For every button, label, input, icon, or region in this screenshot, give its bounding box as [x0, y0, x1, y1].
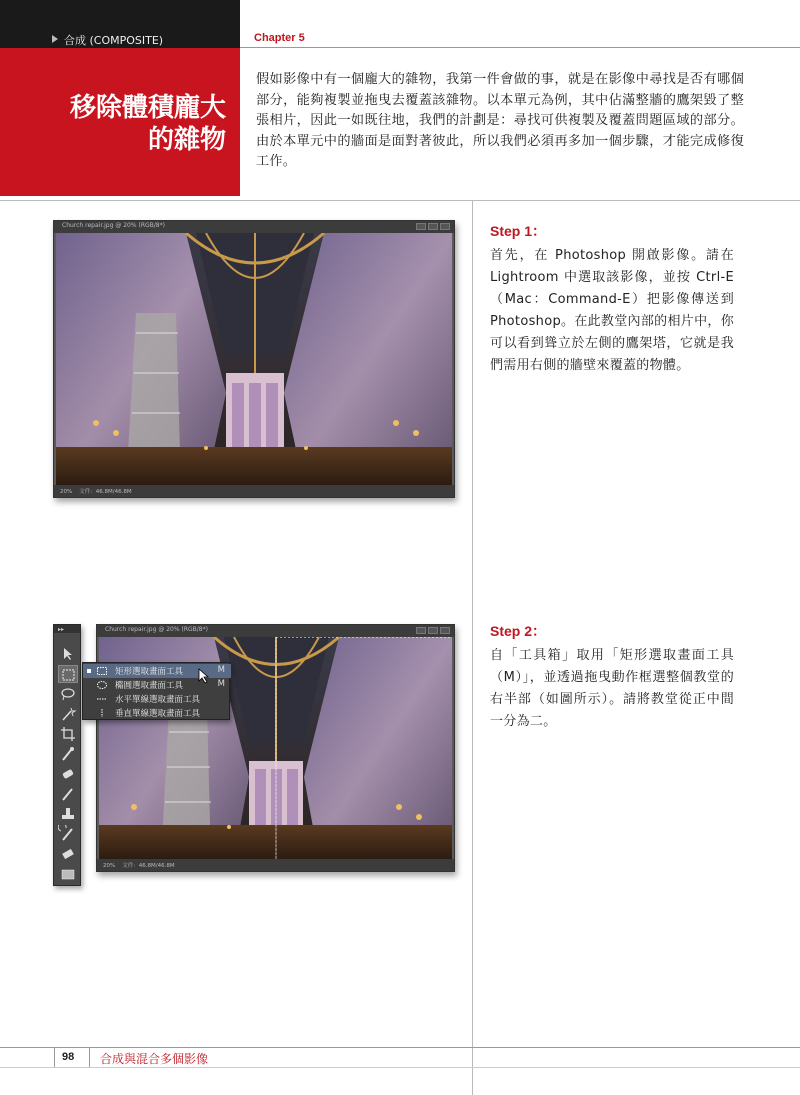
tools-panel-header — [54, 625, 80, 633]
magic-wand-icon[interactable] — [58, 705, 78, 723]
flyout-shortcut: M — [217, 679, 225, 689]
vertical-divider — [472, 200, 473, 1095]
lasso-tool-icon[interactable] — [58, 685, 78, 703]
close-icon — [440, 223, 450, 230]
doc-size: 文件：46.8M/46.8M — [122, 863, 175, 869]
tools-panel — [53, 624, 81, 886]
step2-title: Step 2： — [490, 623, 547, 639]
cathedral-image — [56, 233, 452, 485]
intro-paragraph: 假如影像中有一個龐大的雜物，我第一件會做的事，就是在影像中尋找是否有哪個部分，能夠複製並拖曳去覆蓋該雜物。以本單元為例，其中佔滿整牆的鷹架毀了整張相片，因此一如既往地，我們的計劃是：尋找可供複製及覆蓋問題區域的部分。由於本單元中的牆面是面對著彼此，所以我們必須再多加一個步驟，才能完成修復工作。 — [256, 72, 744, 169]
flyout-label: 水平單線選取畫面工具 — [115, 695, 201, 705]
eraser-tool-icon[interactable] — [58, 845, 78, 863]
flyout-label: 矩形選取畫面工具 — [115, 667, 184, 677]
status-text — [60, 487, 132, 495]
maximize-icon — [428, 627, 438, 634]
double-arrow-icon[interactable]: ▸▸ — [58, 626, 65, 633]
flyout-label: 垂直單線選取畫面工具 — [115, 709, 201, 719]
history-brush-icon[interactable] — [58, 825, 78, 843]
step1-screenshot — [53, 220, 455, 498]
section-tag — [52, 32, 163, 48]
window-title: Church repair.jpg @ 20% (RGB/8*) — [105, 626, 208, 633]
rectangle-marquee-icon — [97, 667, 107, 675]
single-row-marquee-icon — [97, 695, 107, 703]
window-statusbar — [97, 859, 454, 871]
window-titlebar — [97, 625, 454, 637]
window-titlebar — [54, 221, 454, 233]
page-title — [70, 92, 226, 156]
window-statusbar — [54, 485, 454, 497]
step1-title: Step 1： — [490, 223, 547, 239]
selected-dot-icon — [87, 669, 91, 673]
ellipse-marquee-icon — [97, 681, 107, 689]
play-arrow-icon — [52, 35, 58, 43]
brush-tool-icon[interactable] — [58, 785, 78, 803]
cathedral-photo — [56, 233, 452, 485]
header-rule — [240, 47, 800, 48]
move-tool-icon[interactable] — [58, 645, 78, 663]
marquee-tool-icon[interactable] — [58, 665, 78, 683]
clone-stamp-icon[interactable] — [58, 805, 78, 823]
footer-chapter-title: 合成與混合多個影像 — [100, 1052, 209, 1066]
crop-tool-icon[interactable] — [58, 725, 78, 743]
horizontal-divider — [0, 200, 800, 201]
mouse-cursor-icon — [198, 668, 210, 684]
doc-size: 文件：46.8M/46.8M — [79, 489, 132, 495]
flyout-item-single-column-marquee[interactable] — [83, 706, 231, 720]
footer-bottom-rule — [0, 1067, 800, 1068]
flyout-label: 橢圓選取畫面工具 — [115, 681, 184, 691]
page-number: 98 — [62, 1051, 75, 1063]
flyout-shortcut: M — [217, 665, 225, 675]
chapter-label: Chapter 5 — [254, 32, 305, 44]
minimize-icon — [416, 627, 426, 634]
close-icon — [440, 627, 450, 634]
window-controls — [416, 627, 450, 634]
zoom-level: 20% — [60, 489, 73, 495]
window-controls — [416, 223, 450, 230]
window-title: Church repair.jpg @ 20% (RGB/8*) — [62, 222, 165, 229]
gradient-tool-icon[interactable] — [58, 865, 78, 883]
flyout-item-single-row-marquee[interactable] — [83, 692, 231, 706]
step2-body: 自「工具箱」取用「矩形選取畫面工具（M）」，並透過拖曳動作框選整個教堂的右半部（如圖所示）。請將教堂從正中間一分為二。 — [490, 648, 734, 729]
minimize-icon — [416, 223, 426, 230]
zoom-level: 20% — [103, 863, 116, 869]
section-label: 合成 (COMPOSITE) — [64, 34, 164, 47]
healing-brush-icon[interactable] — [58, 765, 78, 783]
page-title-line2: 的雜物 — [147, 125, 226, 155]
eyedropper-icon[interactable] — [58, 745, 78, 763]
single-column-marquee-icon — [97, 709, 107, 717]
footer-rule — [0, 1047, 800, 1048]
page-title-line1: 移除體積龐大 — [69, 93, 226, 123]
maximize-icon — [428, 223, 438, 230]
step1-body: 首先，在 Photoshop 開啟影像。請在 Lightroom 中選取該影像，並按 Ctrl-E（Mac：Command-E）把影像傳送到 Photoshop。在此教堂內部的相片中，你可以看到聳立於左側的鷹架塔，它就是我們需用右側的牆壁來覆蓋的物體。 — [490, 248, 734, 373]
title-block — [0, 48, 240, 196]
status-text — [103, 861, 175, 869]
